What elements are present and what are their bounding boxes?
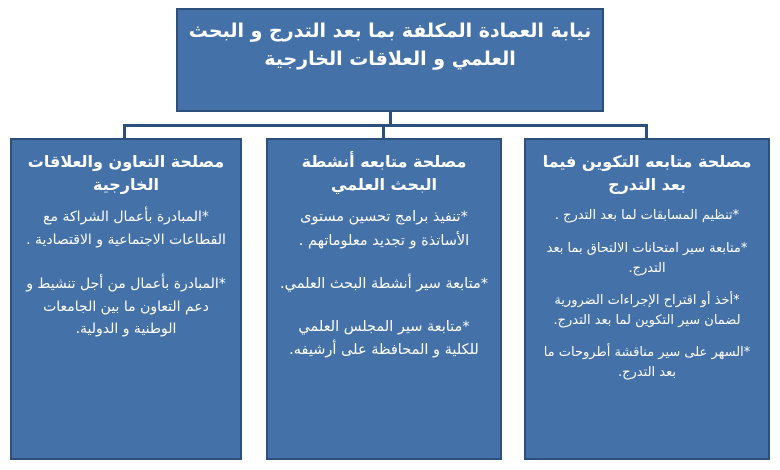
node-item: *أخذ أو اقتراح الإجراءات الضرورية لضمان سير التكوين لما بعد التدرج. <box>553 292 741 328</box>
node-title: مصلحة متابعه أنشطة البحث العلمي <box>301 152 467 195</box>
node-item: *متابعة سير امتحانات الالتحاق بما بعد التدرج. <box>546 240 748 276</box>
node-item: *تنفيذ برامج تحسين مستوى الأساتذة و تجديد معلوماتهم . <box>298 209 470 249</box>
node-item: *المبادرة بأعمال الشراكة مع القطاعات الاجتماعية و الاقتصادية . <box>26 209 226 248</box>
node-item: *تنظيم المسابقات لما بعد التدرج . <box>554 208 740 224</box>
connector-drop-left <box>123 124 126 138</box>
node-item: *متابعة سير أنشطة البحث العلمي. <box>280 275 488 292</box>
connector-horizontal-bus <box>123 124 648 127</box>
org-chart-node-post-graduation-training <box>524 138 770 460</box>
node-item: *السهر على سير مناقشة أطروحات ما بعد التدرج. <box>543 345 751 381</box>
connector-drop-right <box>645 124 648 138</box>
node-items <box>24 206 228 340</box>
org-chart-node-scientific-research-activities <box>266 138 502 460</box>
node-items <box>280 206 488 362</box>
node-item: *المبادرة بأعمال من أجل تنشيط و دعم التعاون ما بين الجامعات الوطنية و الدولية. <box>26 276 226 337</box>
node-item: *متابعة سير المجلس العلمي للكلية و المحافظة على أرشيفه. <box>289 318 479 359</box>
org-chart-root-node <box>176 8 604 112</box>
org-chart-node-cooperation-external-relations <box>10 138 242 460</box>
root-node-title: نيابة العمادة المكلفة بما بعد التدرج و البحث العلمي و العلاقات الخارجية <box>188 20 592 70</box>
node-items <box>538 206 756 383</box>
node-title: مصلحة متابعه التكوين فيما بعد التدرج <box>542 152 752 195</box>
connector-drop-middle <box>382 124 385 138</box>
node-title: مصلحة التعاون والعلاقات الخارجية <box>27 152 225 195</box>
